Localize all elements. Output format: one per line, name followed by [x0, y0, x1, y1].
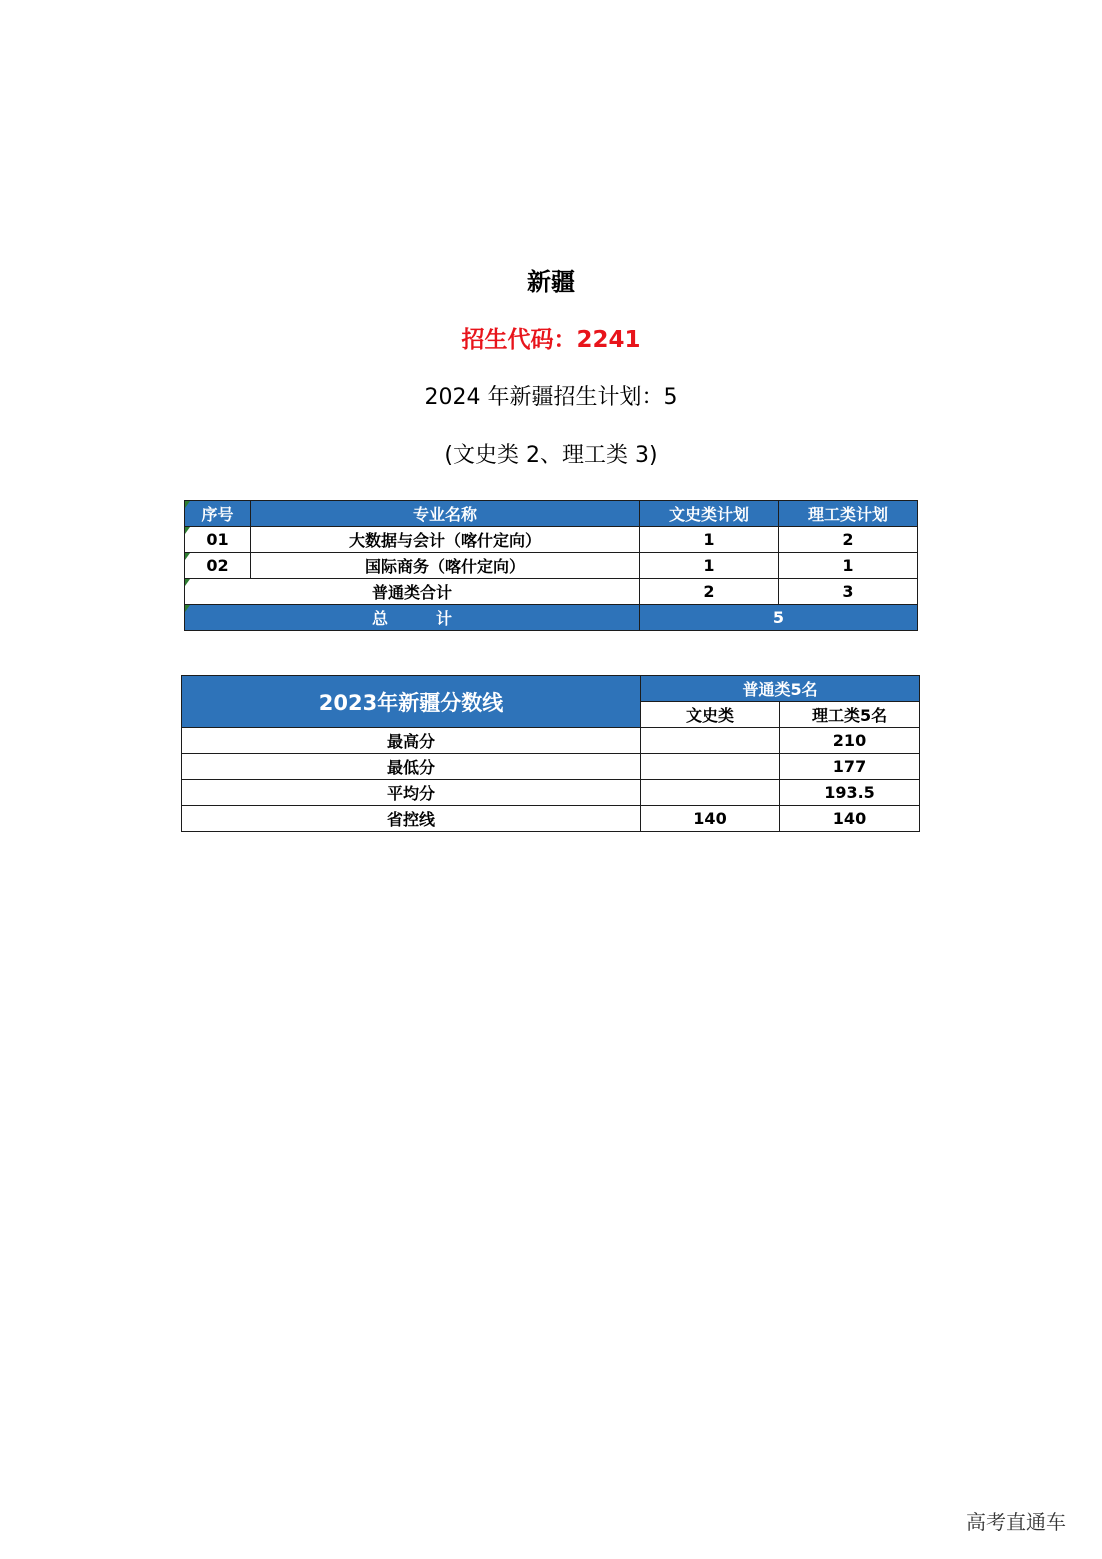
group-header: 普通类5名 — [641, 676, 920, 702]
score-wenshi — [641, 780, 780, 806]
table-header-row — [185, 501, 918, 527]
col-header-no: 序号 — [185, 501, 251, 527]
plan-summary: 2024 年新疆招生计划：5 — [424, 385, 678, 410]
source-watermark: 高考直通车 — [966, 1510, 1066, 1534]
enroll-code: 招生代码：2241 — [461, 327, 641, 353]
subtotal-row — [185, 579, 918, 605]
table-row — [182, 754, 920, 780]
score-header-row — [182, 676, 920, 702]
col-header-major: 专业名称 — [251, 501, 640, 527]
page-title: 新疆 — [527, 268, 575, 296]
row-ligong: 1 — [779, 553, 918, 579]
row-no: 01 — [185, 527, 251, 553]
score-label: 省控线 — [182, 806, 641, 832]
total-label: 总 计 — [185, 605, 640, 631]
score-label: 平均分 — [182, 780, 641, 806]
col-header-wenshi: 文史类计划 — [640, 501, 779, 527]
col-header-ligong: 理工类计划 — [779, 501, 918, 527]
score-ligong: 177 — [780, 754, 920, 780]
row-wenshi: 1 — [640, 553, 779, 579]
table-row — [182, 806, 920, 832]
row-wenshi: 1 — [640, 527, 779, 553]
score-ligong: 193.5 — [780, 780, 920, 806]
table-row — [185, 553, 918, 579]
score-label: 最低分 — [182, 754, 641, 780]
row-major: 大数据与会计（喀什定向） — [251, 527, 640, 553]
score-wenshi — [641, 754, 780, 780]
row-no: 02 — [185, 553, 251, 579]
score-wenshi: 140 — [641, 806, 780, 832]
enrollment-plan-table — [184, 500, 918, 631]
score-table-title: 2023年新疆分数线 — [182, 676, 641, 728]
score-ligong: 140 — [780, 806, 920, 832]
row-major: 国际商务（喀什定向） — [251, 553, 640, 579]
subtotal-wenshi: 2 — [640, 579, 779, 605]
row-ligong: 2 — [779, 527, 918, 553]
score-ligong: 210 — [780, 728, 920, 754]
subtotal-label: 普通类合计 — [185, 579, 640, 605]
score-wenshi — [641, 728, 780, 754]
col-header-wenshi: 文史类 — [641, 702, 780, 728]
total-value: 5 — [640, 605, 918, 631]
score-line-table — [181, 675, 920, 832]
total-row — [185, 605, 918, 631]
subtotal-ligong: 3 — [779, 579, 918, 605]
col-header-ligong: 理工类5名 — [780, 702, 920, 728]
table-row — [182, 780, 920, 806]
plan-breakdown: (文史类 2、理工类 3) — [444, 443, 658, 468]
table-row — [182, 728, 920, 754]
table-row — [185, 527, 918, 553]
score-label: 最高分 — [182, 728, 641, 754]
